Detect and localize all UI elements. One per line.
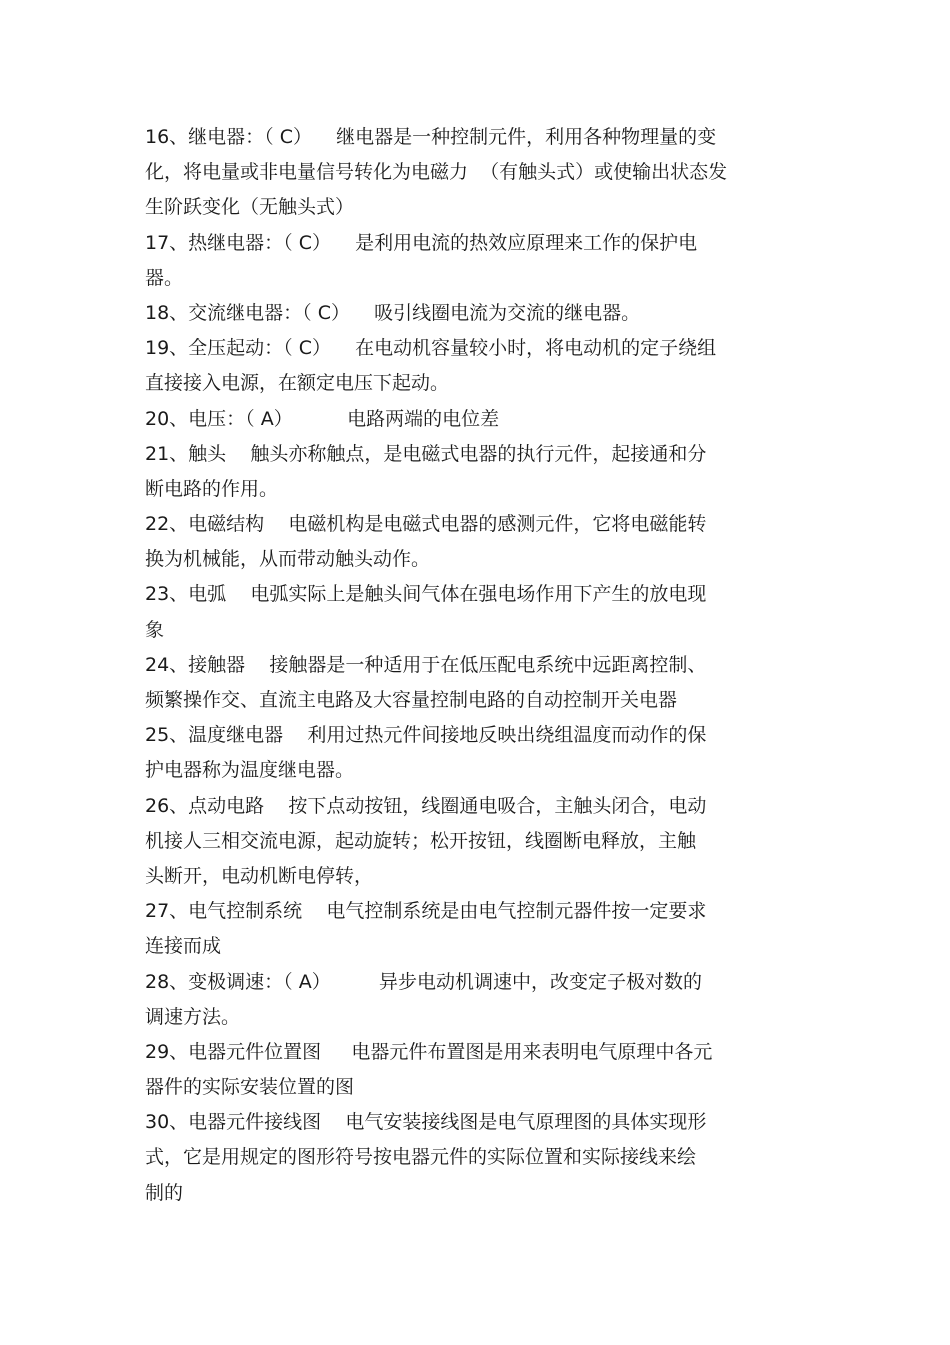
entry-line: 式，它是用规定的图形符号按电器元件的实际位置和实际接线来绘	[145, 1146, 697, 1169]
entry-line: 23、电弧 电弧实际上是触头间气体在强电场作用下产生的放电现	[145, 583, 707, 606]
entry-line: 29、电器元件位置图 电器元件布置图是用来表明电气原理中各元	[145, 1040, 713, 1063]
entry-30	[145, 1105, 795, 1211]
entry-list	[145, 120, 795, 1211]
entry-19	[145, 331, 795, 401]
entry-24	[145, 648, 795, 718]
entry-28	[145, 965, 795, 1035]
entry-line: 断电路的作用。	[145, 477, 279, 500]
entry-line: 27、电气控制系统 电气控制系统是由电气控制元器件按一定要求	[145, 900, 707, 923]
entry-16	[145, 120, 795, 226]
entry-line: 连接而成	[145, 935, 222, 958]
entry-20	[145, 402, 795, 437]
entry-line: 21、触头 触头亦称触点，是电磁式电器的执行元件，起接通和分	[145, 442, 707, 465]
entry-line: 17、热继电器：（ C） 是利用电流的热效应原理来工作的保护电	[145, 231, 698, 254]
entry-line: 30、电器元件接线图 电气安装接线图是电气原理图的具体实现形	[145, 1111, 707, 1134]
entry-line: 制的	[145, 1181, 184, 1204]
entry-line: 生阶跃变化（无触头式）	[145, 196, 355, 219]
entry-line: 28、变极调速：（ A） 异步电动机调速中，改变定子极对数的	[145, 970, 703, 993]
entry-line: 20、电压：（ A） 电路两端的电位差	[145, 407, 500, 430]
entry-line: 换为机械能，从而带动触头动作。	[145, 548, 431, 571]
entry-line: 机接人三相交流电源，起动旋转；松开按钮，线圈断电释放，主触	[145, 829, 697, 852]
entry-line: 调速方法。	[145, 1005, 241, 1028]
entry-line: 器件的实际安装位置的图	[145, 1076, 355, 1099]
entry-27	[145, 894, 795, 964]
entry-17	[145, 226, 795, 296]
entry-line: 26、点动电路 按下点动按钮，线圈通电吸合，主触头闭合，电动	[145, 794, 707, 817]
entry-21	[145, 437, 795, 507]
entry-26	[145, 789, 795, 895]
entry-line: 19、全压起动：（ C） 在电动机容量较小时，将电动机的定子绕组	[145, 337, 717, 360]
entry-line: 18、交流继电器：（ C） 吸引线圈电流为交流的继电器。	[145, 301, 641, 324]
entry-22	[145, 507, 795, 577]
entry-line: 头断开，电动机断电停转，	[145, 864, 374, 887]
entry-line: 护电器称为温度继电器。	[145, 759, 355, 782]
entry-line: 频繁操作交、直流主电路及大容量控制电路的自动控制开关电器	[145, 689, 678, 711]
entry-29	[145, 1035, 795, 1105]
entry-line: 24、接触器 接触器是一种适用于在低压配电系统中远距离控制、	[145, 653, 707, 676]
entry-25	[145, 718, 795, 788]
entry-line: 象	[145, 618, 165, 641]
entry-line: 直接接入电源，在额定电压下起动。	[145, 372, 450, 395]
entry-18	[145, 296, 795, 331]
entry-23	[145, 577, 795, 647]
entry-line: 器。	[145, 266, 184, 289]
entry-line: 16、继电器：（ C） 继电器是一种控制元件，利用各种物理量的变	[145, 126, 717, 148]
entry-line: 22、电磁结构 电磁机构是电磁式电器的感测元件，它将电磁能转	[145, 513, 707, 536]
entry-line: 化，将电量或非电量信号转化为电磁力 （有触头式）或使输出状态发	[145, 161, 728, 184]
entry-line: 25、温度继电器 利用过热元件间接地反映出绕组温度而动作的保	[145, 724, 707, 747]
